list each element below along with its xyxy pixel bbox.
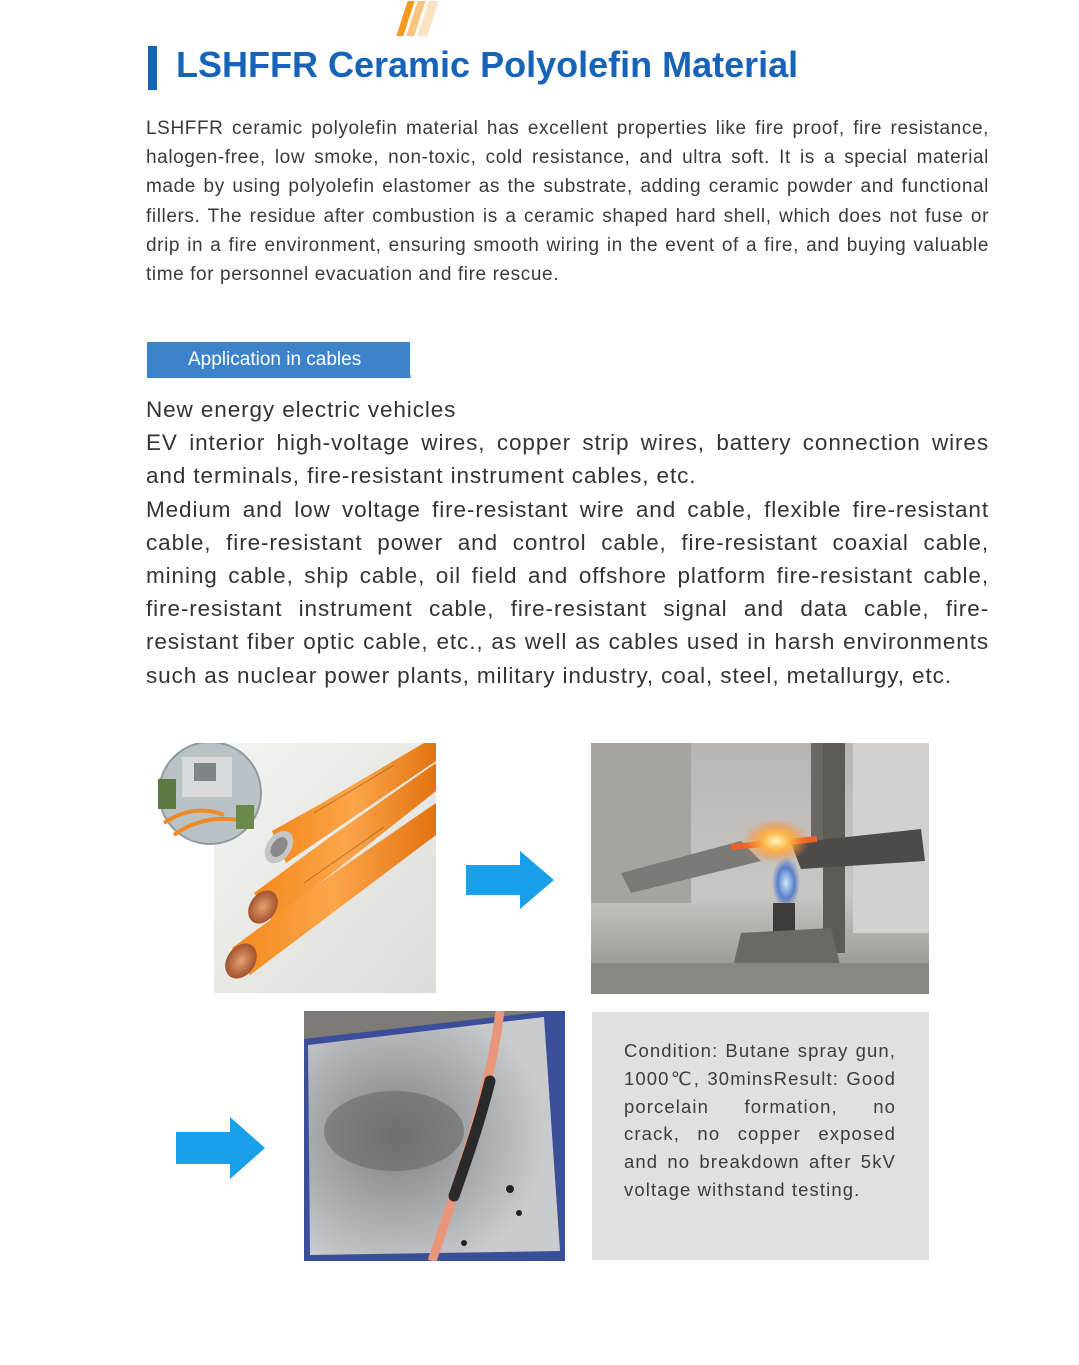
title-accent-bar	[148, 46, 157, 90]
right-arrow-icon	[176, 1117, 266, 1184]
page-title: LSHFFR Ceramic Polyolefin Material	[176, 44, 799, 85]
section-tag	[147, 342, 437, 380]
intro-paragraph: LSHFFR ceramic polyolefin material has excellent properties like fire proof, fire resistance, halogen-free, low smoke, non-toxic, cold resistance, and ultra soft. It is a special material made by using polyolefin elastomer as the substrate, adding ceramic powder and functional fillers. The residue after combustion is a ceramic shaped hard shell, which does not fuse or drip in a fire environment, ensuring smooth wiring in the event of a fire, and buying valuable time for personnel evacuation and fire rescue.	[146, 118, 989, 286]
test-condition-text: Condition: Butane spray gun, 1000℃, 30minsResult: Good porcelain formation, no crack, no copper exposed and no breakdown after 5kV voltage withstand testing.	[624, 1040, 896, 1200]
butane-flame-test-photo	[591, 743, 929, 994]
burned-cable-residue-photo	[304, 1011, 565, 1261]
general-applications-text: Medium and low voltage fire-resistant wire and cable, flexible fire-resistant cable, fire-resistant power and control cable, fire-resistant coaxial cable, mining cable, ship cable, oil field and offshore platform fire-resistant cable, fire-resistant instrument cable, fire-resistant signal and data cable, fire-resistant fiber optic cable, etc., as well as cables used in harsh environments such as nuclear power plants, military industry, coal, steel, metallurgy, etc.	[146, 496, 989, 688]
section-tag-label: Application in cables	[147, 342, 410, 378]
orange-cables-photo	[154, 743, 436, 993]
test-condition-box	[592, 1012, 929, 1260]
right-arrow-icon	[466, 851, 556, 916]
applications-block	[146, 393, 989, 692]
ev-applications-text: EV interior high-voltage wires, copper strip wires, battery connection wires and terminals, fire-resistant instrument cables, etc.	[146, 430, 989, 489]
applications-heading: New energy electric vehicles	[146, 397, 457, 422]
